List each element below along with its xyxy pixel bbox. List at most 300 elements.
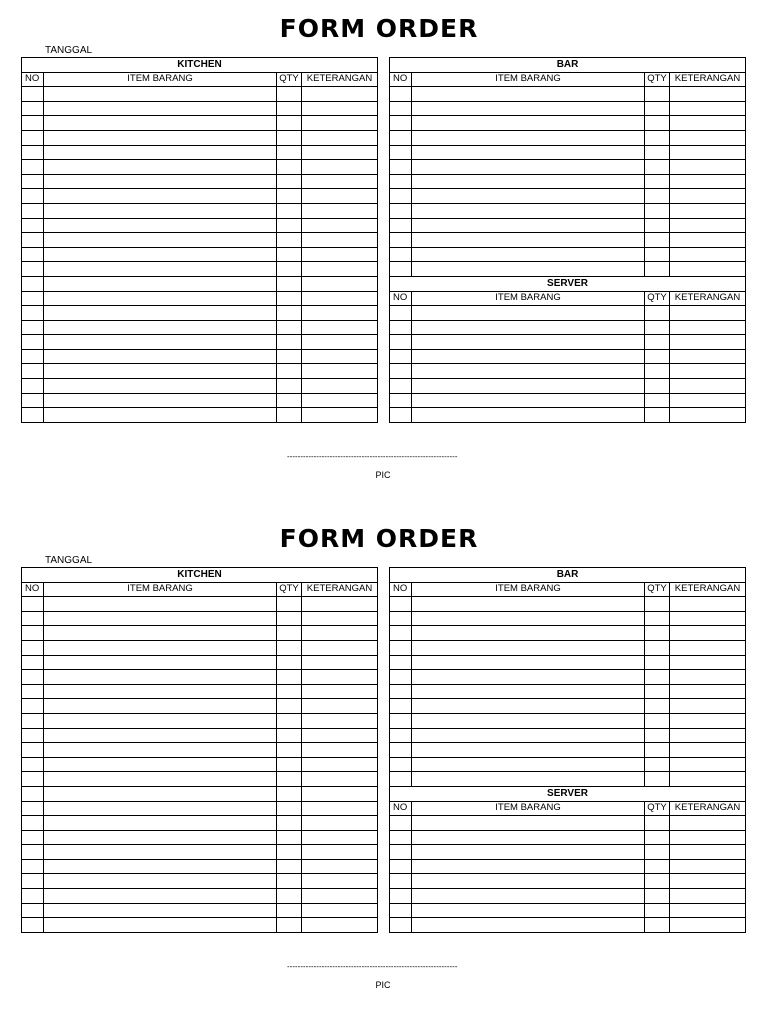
entry-note-cell[interactable] [670,247,746,262]
entry-note-cell[interactable] [302,830,378,845]
entry-item-cell[interactable] [44,743,277,758]
entry-qty-cell[interactable] [277,174,302,189]
entry-qty-cell[interactable] [645,743,670,758]
entry-note-cell[interactable] [302,670,378,685]
entry-no-cell[interactable] [22,859,44,874]
entry-qty-cell[interactable] [277,903,302,918]
entry-qty-cell[interactable] [645,772,670,787]
entry-item-cell[interactable] [44,670,277,685]
entry-note-cell[interactable] [670,364,746,379]
entry-note-cell[interactable] [670,903,746,918]
entry-note-cell[interactable] [302,699,378,714]
entry-qty-cell[interactable] [645,626,670,641]
entry-item-cell[interactable] [44,203,277,218]
entry-note-cell[interactable] [302,276,378,291]
entry-note-cell[interactable] [302,903,378,918]
entry-no-cell[interactable] [390,379,412,394]
entry-qty-cell[interactable] [277,130,302,145]
entry-note-cell[interactable] [670,713,746,728]
entry-item-cell[interactable] [44,786,277,801]
entry-note-cell[interactable] [670,116,746,131]
entry-item-cell[interactable] [44,87,277,102]
entry-no-cell[interactable] [390,626,412,641]
entry-no-cell[interactable] [390,247,412,262]
entry-no-cell[interactable] [390,320,412,335]
entry-no-cell[interactable] [390,145,412,160]
entry-note-cell[interactable] [302,101,378,116]
entry-qty-cell[interactable] [277,379,302,394]
entry-note-cell[interactable] [302,87,378,102]
entry-item-cell[interactable] [412,364,645,379]
entry-note-cell[interactable] [670,408,746,423]
entry-no-cell[interactable] [390,830,412,845]
entry-item-cell[interactable] [412,918,645,933]
entry-item-cell[interactable] [44,757,277,772]
entry-no-cell[interactable] [22,786,44,801]
entry-item-cell[interactable] [412,874,645,889]
entry-note-cell[interactable] [302,335,378,350]
entry-no-cell[interactable] [22,174,44,189]
entry-no-cell[interactable] [390,597,412,612]
entry-item-cell[interactable] [412,611,645,626]
entry-note-cell[interactable] [302,349,378,364]
entry-qty-cell[interactable] [277,597,302,612]
entry-no-cell[interactable] [390,743,412,758]
entry-qty-cell[interactable] [645,174,670,189]
entry-qty-cell[interactable] [277,816,302,831]
entry-note-cell[interactable] [302,218,378,233]
entry-no-cell[interactable] [390,233,412,248]
entry-note-cell[interactable] [302,626,378,641]
entry-note-cell[interactable] [670,160,746,175]
entry-qty-cell[interactable] [645,757,670,772]
entry-qty-cell[interactable] [277,393,302,408]
entry-item-cell[interactable] [412,728,645,743]
entry-item-cell[interactable] [44,174,277,189]
entry-note-cell[interactable] [302,918,378,933]
entry-item-cell[interactable] [44,597,277,612]
entry-qty-cell[interactable] [277,233,302,248]
entry-no-cell[interactable] [390,116,412,131]
entry-item-cell[interactable] [412,262,645,277]
entry-qty-cell[interactable] [277,203,302,218]
entry-note-cell[interactable] [670,335,746,350]
entry-qty-cell[interactable] [645,903,670,918]
entry-note-cell[interactable] [670,203,746,218]
entry-no-cell[interactable] [390,262,412,277]
entry-note-cell[interactable] [302,160,378,175]
entry-item-cell[interactable] [44,684,277,699]
entry-no-cell[interactable] [22,335,44,350]
entry-qty-cell[interactable] [645,306,670,321]
entry-item-cell[interactable] [412,408,645,423]
entry-no-cell[interactable] [22,379,44,394]
entry-item-cell[interactable] [44,611,277,626]
entry-note-cell[interactable] [670,772,746,787]
entry-note-cell[interactable] [302,306,378,321]
entry-qty-cell[interactable] [277,364,302,379]
entry-note-cell[interactable] [670,306,746,321]
entry-item-cell[interactable] [44,320,277,335]
entry-no-cell[interactable] [390,670,412,685]
entry-qty-cell[interactable] [277,320,302,335]
entry-note-cell[interactable] [670,728,746,743]
entry-item-cell[interactable] [44,830,277,845]
entry-note-cell[interactable] [302,801,378,816]
entry-note-cell[interactable] [302,233,378,248]
entry-note-cell[interactable] [302,655,378,670]
entry-qty-cell[interactable] [277,655,302,670]
entry-item-cell[interactable] [44,859,277,874]
entry-no-cell[interactable] [22,889,44,904]
entry-note-cell[interactable] [670,845,746,860]
entry-qty-cell[interactable] [645,728,670,743]
entry-note-cell[interactable] [302,889,378,904]
entry-qty-cell[interactable] [277,699,302,714]
entry-note-cell[interactable] [302,874,378,889]
entry-item-cell[interactable] [412,772,645,787]
entry-no-cell[interactable] [390,408,412,423]
entry-item-cell[interactable] [44,349,277,364]
entry-item-cell[interactable] [412,349,645,364]
entry-item-cell[interactable] [44,903,277,918]
entry-no-cell[interactable] [390,160,412,175]
entry-item-cell[interactable] [44,101,277,116]
entry-no-cell[interactable] [22,684,44,699]
entry-item-cell[interactable] [412,816,645,831]
entry-no-cell[interactable] [22,801,44,816]
entry-no-cell[interactable] [390,699,412,714]
entry-no-cell[interactable] [390,218,412,233]
entry-item-cell[interactable] [412,626,645,641]
entry-qty-cell[interactable] [277,786,302,801]
entry-no-cell[interactable] [22,611,44,626]
entry-qty-cell[interactable] [645,393,670,408]
entry-no-cell[interactable] [390,101,412,116]
entry-item-cell[interactable] [412,655,645,670]
entry-item-cell[interactable] [412,101,645,116]
entry-qty-cell[interactable] [645,640,670,655]
entry-no-cell[interactable] [22,364,44,379]
entry-item-cell[interactable] [44,816,277,831]
entry-item-cell[interactable] [412,699,645,714]
entry-qty-cell[interactable] [277,335,302,350]
entry-item-cell[interactable] [44,801,277,816]
entry-note-cell[interactable] [670,320,746,335]
entry-item-cell[interactable] [412,335,645,350]
entry-note-cell[interactable] [670,830,746,845]
entry-note-cell[interactable] [302,845,378,860]
entry-qty-cell[interactable] [645,655,670,670]
entry-item-cell[interactable] [44,728,277,743]
entry-item-cell[interactable] [44,640,277,655]
entry-no-cell[interactable] [390,757,412,772]
entry-qty-cell[interactable] [645,699,670,714]
entry-qty-cell[interactable] [645,816,670,831]
entry-qty-cell[interactable] [645,845,670,860]
entry-qty-cell[interactable] [277,713,302,728]
entry-no-cell[interactable] [390,859,412,874]
entry-item-cell[interactable] [412,640,645,655]
entry-no-cell[interactable] [22,116,44,131]
entry-item-cell[interactable] [412,713,645,728]
entry-note-cell[interactable] [670,626,746,641]
entry-item-cell[interactable] [412,320,645,335]
entry-qty-cell[interactable] [645,408,670,423]
entry-qty-cell[interactable] [277,918,302,933]
entry-note-cell[interactable] [302,816,378,831]
entry-note-cell[interactable] [670,670,746,685]
entry-no-cell[interactable] [22,699,44,714]
entry-qty-cell[interactable] [277,845,302,860]
entry-no-cell[interactable] [22,276,44,291]
entry-no-cell[interactable] [390,713,412,728]
entry-qty-cell[interactable] [277,728,302,743]
entry-no-cell[interactable] [390,189,412,204]
entry-note-cell[interactable] [670,189,746,204]
entry-note-cell[interactable] [670,174,746,189]
entry-item-cell[interactable] [412,189,645,204]
entry-no-cell[interactable] [22,218,44,233]
entry-no-cell[interactable] [390,845,412,860]
entry-no-cell[interactable] [390,335,412,350]
entry-note-cell[interactable] [302,189,378,204]
entry-qty-cell[interactable] [645,233,670,248]
entry-item-cell[interactable] [412,845,645,860]
entry-note-cell[interactable] [302,597,378,612]
entry-item-cell[interactable] [44,626,277,641]
entry-item-cell[interactable] [44,189,277,204]
entry-no-cell[interactable] [390,889,412,904]
entry-qty-cell[interactable] [277,743,302,758]
entry-note-cell[interactable] [302,684,378,699]
entry-no-cell[interactable] [22,816,44,831]
entry-item-cell[interactable] [412,160,645,175]
entry-item-cell[interactable] [412,145,645,160]
entry-item-cell[interactable] [412,597,645,612]
entry-qty-cell[interactable] [645,597,670,612]
entry-no-cell[interactable] [390,918,412,933]
entry-no-cell[interactable] [22,203,44,218]
entry-qty-cell[interactable] [277,408,302,423]
entry-item-cell[interactable] [412,670,645,685]
entry-qty-cell[interactable] [645,262,670,277]
entry-qty-cell[interactable] [277,306,302,321]
entry-note-cell[interactable] [302,116,378,131]
entry-qty-cell[interactable] [277,247,302,262]
entry-qty-cell[interactable] [277,276,302,291]
entry-qty-cell[interactable] [277,218,302,233]
entry-qty-cell[interactable] [277,87,302,102]
entry-no-cell[interactable] [22,757,44,772]
entry-no-cell[interactable] [22,845,44,860]
entry-item-cell[interactable] [44,393,277,408]
entry-no-cell[interactable] [22,189,44,204]
entry-note-cell[interactable] [670,87,746,102]
entry-note-cell[interactable] [302,743,378,758]
entry-qty-cell[interactable] [645,684,670,699]
entry-note-cell[interactable] [670,393,746,408]
entry-note-cell[interactable] [670,233,746,248]
entry-no-cell[interactable] [22,903,44,918]
entry-no-cell[interactable] [22,160,44,175]
entry-qty-cell[interactable] [277,772,302,787]
entry-item-cell[interactable] [412,203,645,218]
entry-no-cell[interactable] [390,728,412,743]
entry-qty-cell[interactable] [645,320,670,335]
entry-qty-cell[interactable] [645,101,670,116]
entry-item-cell[interactable] [44,889,277,904]
entry-note-cell[interactable] [670,874,746,889]
entry-item-cell[interactable] [44,918,277,933]
entry-item-cell[interactable] [412,218,645,233]
entry-note-cell[interactable] [302,728,378,743]
entry-note-cell[interactable] [302,640,378,655]
entry-item-cell[interactable] [44,276,277,291]
entry-qty-cell[interactable] [645,145,670,160]
entry-note-cell[interactable] [670,889,746,904]
entry-qty-cell[interactable] [645,611,670,626]
entry-note-cell[interactable] [302,786,378,801]
entry-no-cell[interactable] [22,262,44,277]
entry-note-cell[interactable] [670,918,746,933]
entry-note-cell[interactable] [670,130,746,145]
entry-qty-cell[interactable] [277,859,302,874]
entry-item-cell[interactable] [44,145,277,160]
entry-qty-cell[interactable] [277,670,302,685]
entry-qty-cell[interactable] [645,247,670,262]
entry-note-cell[interactable] [302,859,378,874]
entry-no-cell[interactable] [390,130,412,145]
entry-no-cell[interactable] [390,655,412,670]
entry-no-cell[interactable] [390,306,412,321]
entry-qty-cell[interactable] [645,218,670,233]
entry-qty-cell[interactable] [645,160,670,175]
entry-no-cell[interactable] [390,640,412,655]
entry-item-cell[interactable] [44,845,277,860]
entry-qty-cell[interactable] [277,830,302,845]
entry-note-cell[interactable] [670,349,746,364]
entry-qty-cell[interactable] [645,87,670,102]
entry-no-cell[interactable] [390,816,412,831]
entry-qty-cell[interactable] [645,335,670,350]
entry-note-cell[interactable] [302,408,378,423]
entry-note-cell[interactable] [670,655,746,670]
entry-qty-cell[interactable] [277,874,302,889]
entry-note-cell[interactable] [670,597,746,612]
entry-item-cell[interactable] [412,830,645,845]
entry-qty-cell[interactable] [645,918,670,933]
entry-qty-cell[interactable] [277,116,302,131]
entry-no-cell[interactable] [22,320,44,335]
entry-no-cell[interactable] [22,743,44,758]
entry-note-cell[interactable] [302,757,378,772]
entry-no-cell[interactable] [390,874,412,889]
entry-qty-cell[interactable] [645,713,670,728]
entry-item-cell[interactable] [412,247,645,262]
entry-note-cell[interactable] [670,699,746,714]
entry-qty-cell[interactable] [645,670,670,685]
entry-item-cell[interactable] [412,743,645,758]
entry-item-cell[interactable] [412,306,645,321]
entry-no-cell[interactable] [390,903,412,918]
entry-qty-cell[interactable] [645,116,670,131]
entry-qty-cell[interactable] [277,611,302,626]
entry-note-cell[interactable] [670,611,746,626]
entry-item-cell[interactable] [44,247,277,262]
entry-qty-cell[interactable] [645,349,670,364]
entry-item-cell[interactable] [44,262,277,277]
entry-no-cell[interactable] [22,830,44,845]
entry-item-cell[interactable] [44,874,277,889]
entry-item-cell[interactable] [412,393,645,408]
entry-note-cell[interactable] [302,320,378,335]
entry-qty-cell[interactable] [277,757,302,772]
entry-item-cell[interactable] [44,335,277,350]
entry-note-cell[interactable] [670,379,746,394]
entry-note-cell[interactable] [670,684,746,699]
entry-no-cell[interactable] [22,713,44,728]
entry-qty-cell[interactable] [277,801,302,816]
entry-no-cell[interactable] [22,597,44,612]
entry-qty-cell[interactable] [277,101,302,116]
entry-item-cell[interactable] [412,116,645,131]
entry-note-cell[interactable] [302,772,378,787]
entry-no-cell[interactable] [390,772,412,787]
entry-item-cell[interactable] [412,233,645,248]
entry-item-cell[interactable] [412,130,645,145]
entry-no-cell[interactable] [22,291,44,306]
entry-qty-cell[interactable] [277,640,302,655]
entry-item-cell[interactable] [44,655,277,670]
entry-qty-cell[interactable] [277,349,302,364]
entry-qty-cell[interactable] [277,889,302,904]
entry-no-cell[interactable] [390,611,412,626]
entry-no-cell[interactable] [22,655,44,670]
entry-note-cell[interactable] [670,145,746,160]
entry-qty-cell[interactable] [645,364,670,379]
entry-qty-cell[interactable] [277,291,302,306]
entry-item-cell[interactable] [44,379,277,394]
entry-no-cell[interactable] [22,101,44,116]
entry-item-cell[interactable] [44,306,277,321]
entry-no-cell[interactable] [22,349,44,364]
entry-item-cell[interactable] [412,87,645,102]
entry-qty-cell[interactable] [645,830,670,845]
entry-note-cell[interactable] [302,145,378,160]
entry-no-cell[interactable] [22,626,44,641]
entry-no-cell[interactable] [390,393,412,408]
entry-note-cell[interactable] [302,611,378,626]
entry-no-cell[interactable] [22,874,44,889]
entry-note-cell[interactable] [302,364,378,379]
entry-qty-cell[interactable] [645,379,670,394]
entry-item-cell[interactable] [44,116,277,131]
entry-note-cell[interactable] [302,174,378,189]
entry-note-cell[interactable] [670,101,746,116]
entry-note-cell[interactable] [302,713,378,728]
entry-qty-cell[interactable] [645,859,670,874]
entry-note-cell[interactable] [302,247,378,262]
entry-item-cell[interactable] [44,713,277,728]
entry-item-cell[interactable] [44,772,277,787]
entry-item-cell[interactable] [412,757,645,772]
entry-note-cell[interactable] [670,859,746,874]
entry-note-cell[interactable] [670,757,746,772]
entry-item-cell[interactable] [44,364,277,379]
entry-qty-cell[interactable] [277,189,302,204]
entry-note-cell[interactable] [670,640,746,655]
